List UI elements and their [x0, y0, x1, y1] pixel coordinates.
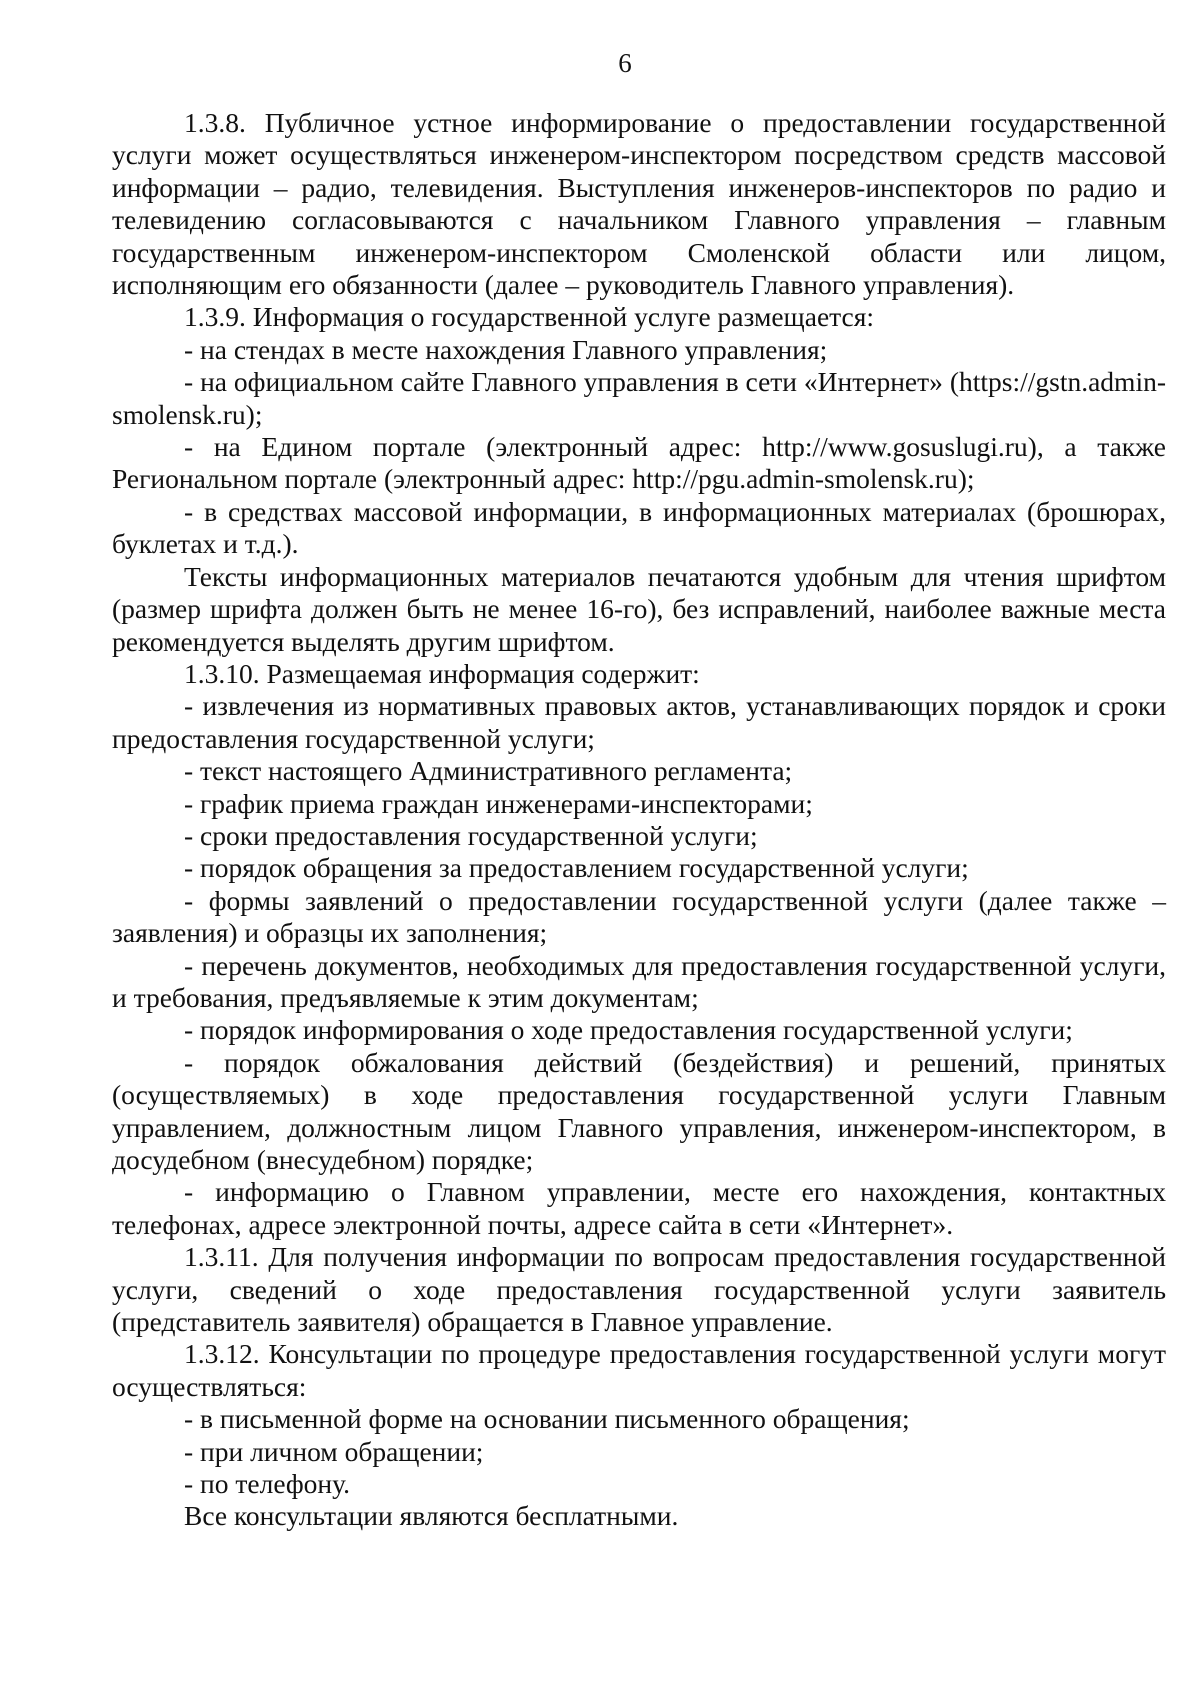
list-item: - по телефону. [184, 1468, 351, 1500]
paragraph-1-3-9: 1.3.9. Информация о государственной услуге размещается: [184, 301, 874, 333]
list-item: - порядок обжалования действий (бездействия) и решений, принятых (осуществляемых) в ходе предоставления государственной услуги Главным управлением, должностным лицом Главного управления, инженером-инспектором, в досудебном (внесудебном) порядке; [112, 1046, 1166, 1175]
list-item: - в средствах массовой информации, в информационных материалах (брошюрах, буклетах и т.д.). [112, 495, 1166, 560]
page-number: 6 [618, 48, 632, 78]
list-item: - при личном обращении; [184, 1435, 484, 1467]
list-item: - порядок обращения за предоставлением государственной услуги; [184, 852, 969, 884]
list-item: - извлечения из нормативных правовых актов, устанавливающих порядок и сроки предоставления государственной услуги; [112, 690, 1166, 754]
paragraph-1-3-10: 1.3.10. Размещаемая информация содержит: [184, 657, 700, 689]
list-item: - на стендах в месте нахождения Главного управления; [184, 333, 828, 365]
list-item: - на официальном сайте Главного управления в сети «Интернет» (https://gstn.admin-smolensk.ru); [112, 366, 1166, 430]
list-item: - на Едином портале (электронный адрес: http://www.gosuslugi.ru), а также Региональном портале (электронный адрес: http://pgu.admin-smolensk.ru); [112, 431, 1166, 495]
list-item: - текст настоящего Административного регламента; [184, 755, 793, 787]
list-item: - информацию о Главном управлении, месте его нахождения, контактных телефонах, адресе электронной почты, адресе сайта в сети «Интернет». [112, 1176, 1166, 1240]
paragraph-1-3-11: 1.3.11. Для получения информации по вопросам предоставления государственной услуги, сведений о ходе предоставления государственной услуги заявитель (представитель заявителя) обращается в Главное управление. [112, 1241, 1166, 1338]
list-item: - сроки предоставления государственной услуги; [184, 819, 758, 851]
document-body [112, 107, 1166, 1533]
paragraph-1-3-12: 1.3.12. Консультации по процедуре предоставления государственной услуги могут осуществляться: [112, 1338, 1166, 1402]
list-item: - график приема граждан инженерами-инспекторами; [184, 787, 813, 819]
list-item: - порядок информирования о ходе предоставления государственной услуги; [184, 1014, 1073, 1046]
paragraph-texts-requirements: Тексты информационных материалов печатаются удобным для чтения шрифтом (размер шрифта должен быть не менее 16-го), без исправлений, наиболее важные места рекомендуется выделять другим шрифтом. [112, 560, 1166, 657]
list-item: - формы заявлений о предоставлении государственной услуги (далее также – заявления) и образцы их заполнения; [112, 884, 1166, 949]
list-item: - в письменной форме на основании письменного обращения; [184, 1403, 910, 1435]
list-item: - перечень документов, необходимых для предоставления государственной услуги, и требования, предъявляемые к этим документам; [112, 949, 1166, 1013]
paragraph-1-3-8: 1.3.8. Публичное устное информирование о предоставлении государственной услуги может осуществляться инженером-инспектором посредством средств массовой информации – радио, телевидения. Выступления инженеров-инспекторов по радио и телевидению согласовываются с начальником Главного управления – главным государственным инженером-инспектором Смоленской области или лицом, исполняющим его обязанности (далее – руководитель Главного управления). [112, 107, 1166, 301]
paragraph-closing: Все консультации являются бесплатными. [184, 1500, 679, 1532]
